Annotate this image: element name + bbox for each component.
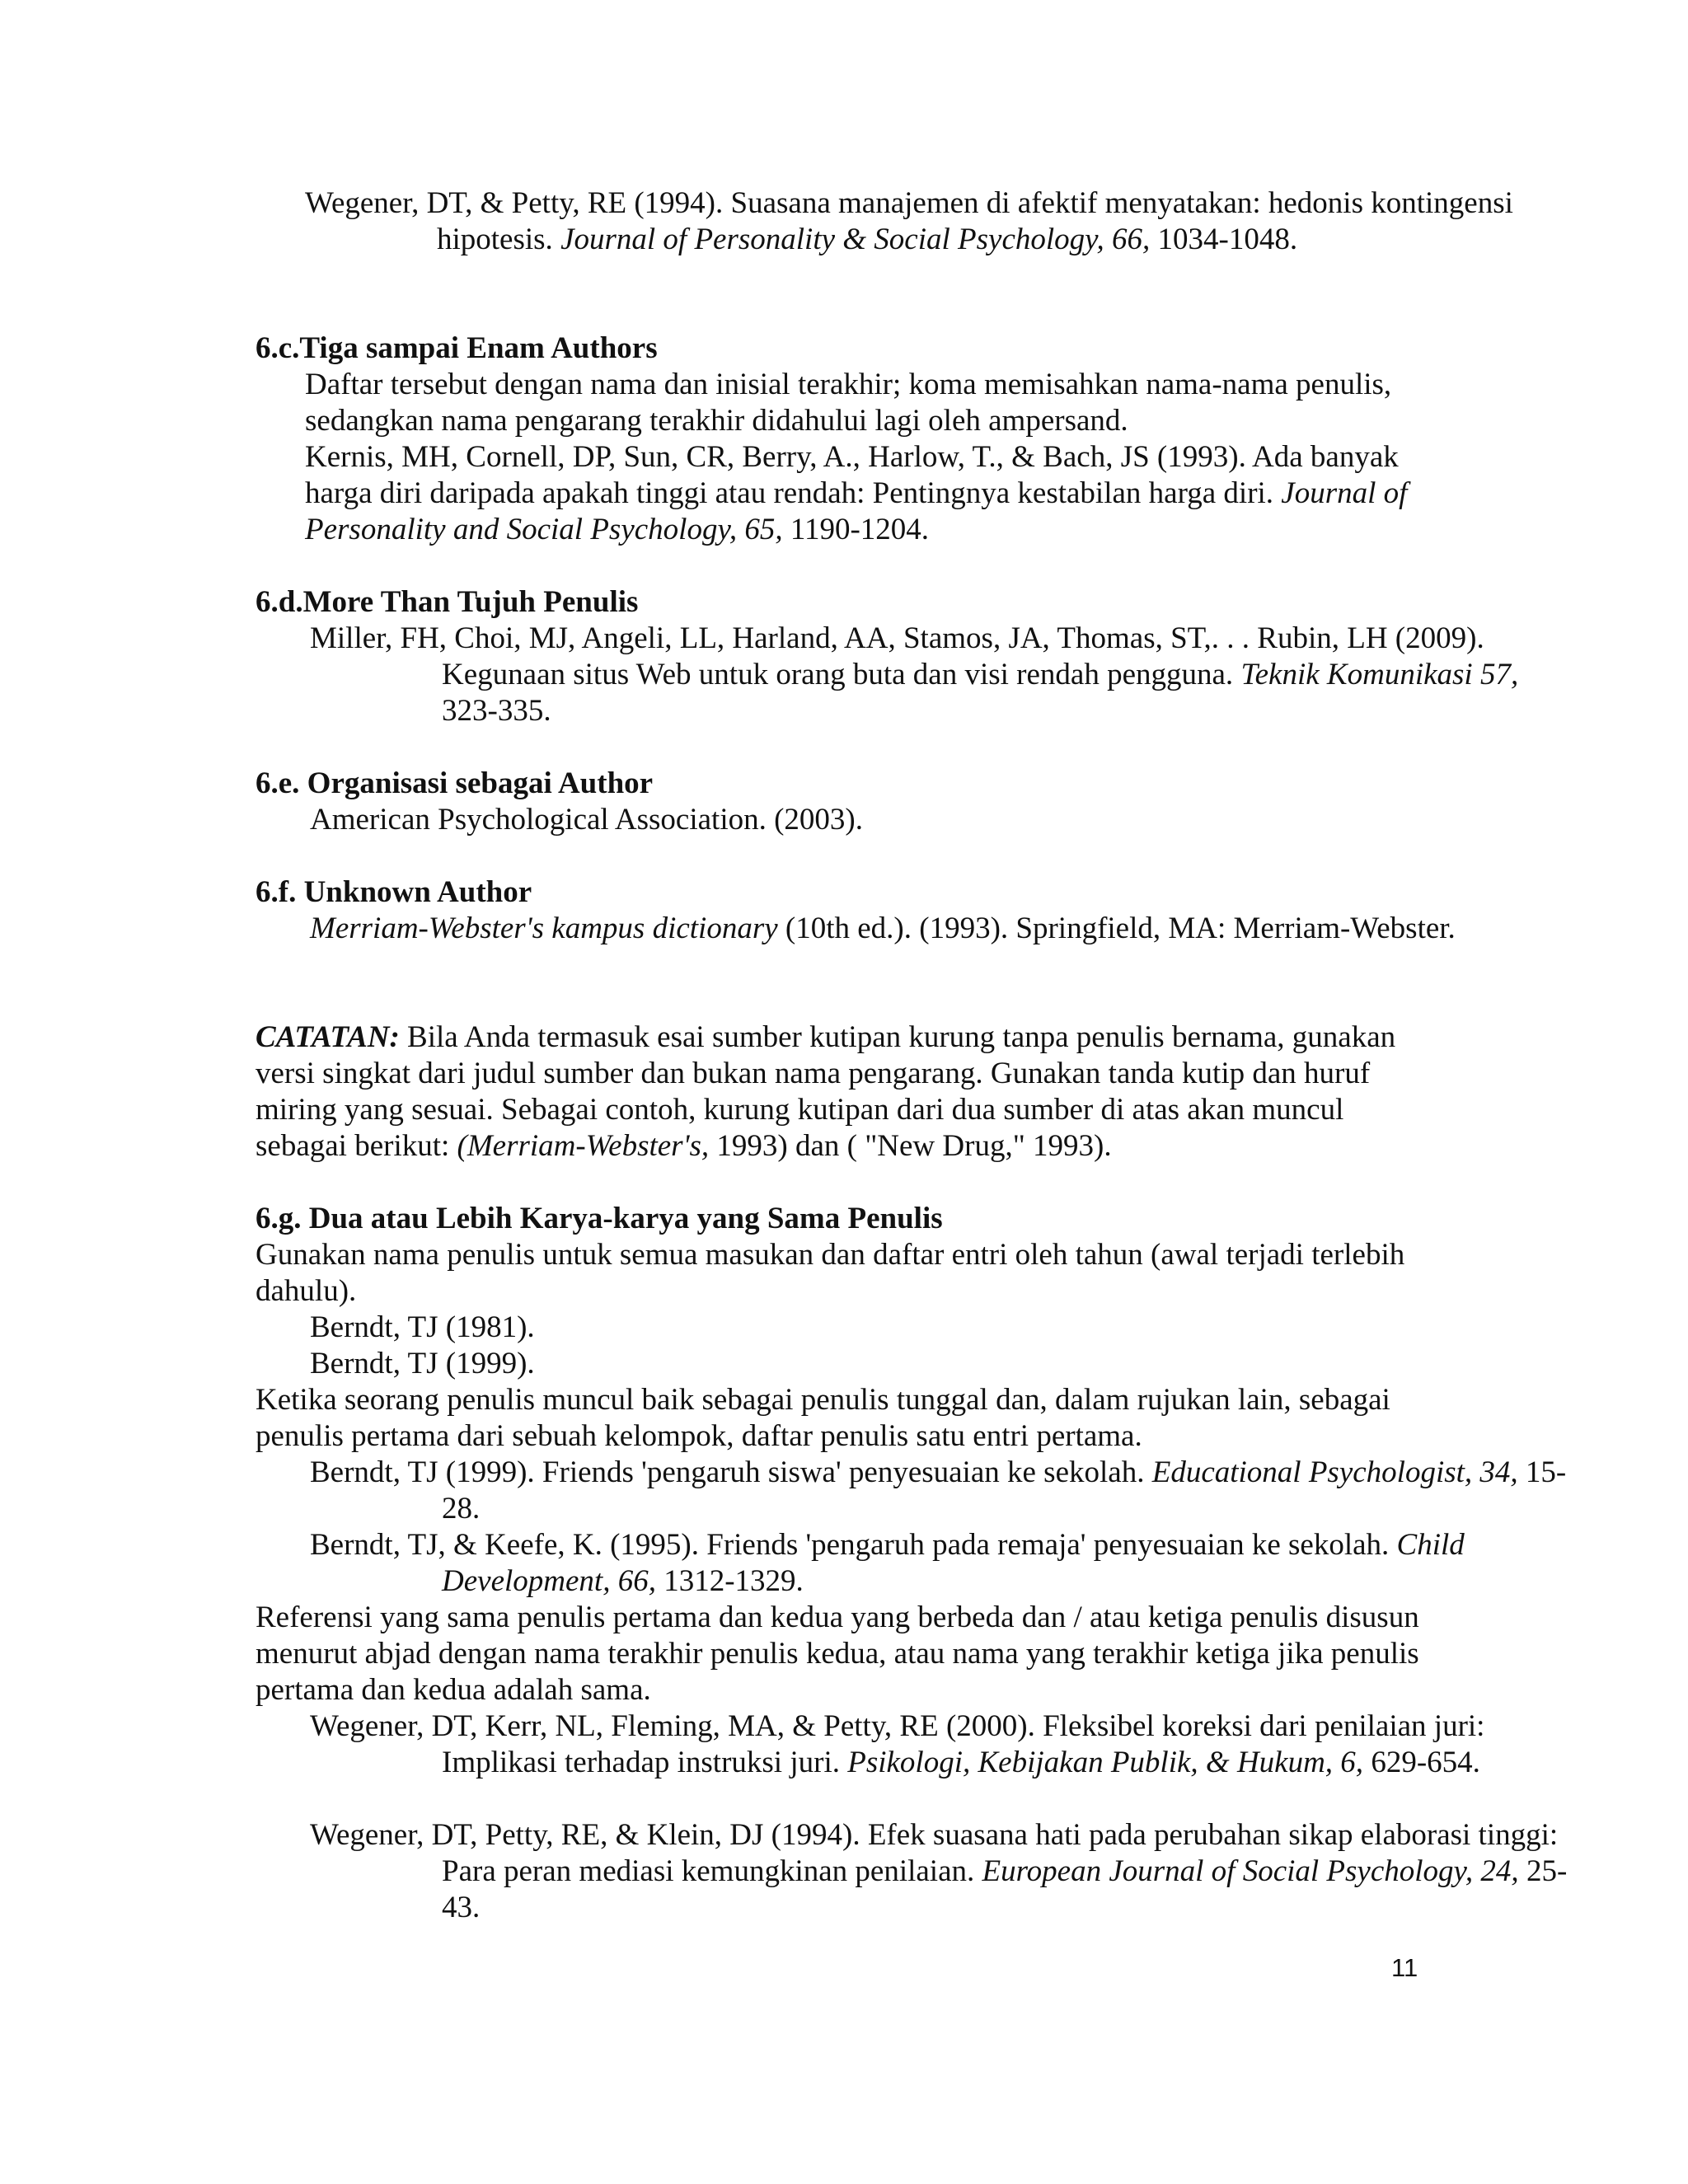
reference-text: Wegener, DT, Petty, RE, & Klein, DJ (1994). Efek suasana hati pada perubahan sikap elaborasi tinggi: Para peran mediasi kemungkinan penilaian.	[310, 1818, 1559, 1888]
reference-entry	[310, 621, 1574, 729]
section-heading-6c: 6.c.Tiga sampai Enam Authors	[256, 331, 658, 365]
journal-title: Psikologi, Kebijakan Publik, & Hukum, 6,	[847, 1746, 1364, 1779]
reference-entry: Berndt, TJ (1981).	[310, 1310, 535, 1344]
reference-text: (10th ed.). (1993). Springfield, MA: Merriam-Webster.	[777, 912, 1456, 945]
paragraph: Referensi yang sama penulis pertama dan kedua yang berbeda dan / atau ketiga penulis disusun menurut abjad dengan nama terakhir penulis kedua, atau nama yang terakhir ketiga jika penulis pertama dan kedua adalah sama.	[256, 1601, 1419, 1707]
reference-pages: 323-335.	[442, 694, 551, 728]
reference-text: Kernis, MH, Cornell, DP, Sun, CR, Berry, A., Harlow, T., & Bach, JS (1993). Ada banyak harga diri daripada apakah tinggi atau rendah: Pentingnya kestabilan harga diri.	[305, 440, 1399, 510]
reference-pages: 1312-1329.	[655, 1564, 804, 1598]
reference-entry: American Psychological Association. (2003).	[310, 803, 864, 837]
paragraph: Ketika seorang penulis muncul baik sebagai penulis tunggal dan, dalam rujukan lain, sebagai penulis pertama dari sebuah kelompok, daftar penulis satu entri pertama.	[256, 1383, 1390, 1453]
page-number: 11	[1391, 1953, 1418, 1982]
section-heading-6g: 6.g. Dua atau Lebih Karya-karya yang Sama Penulis	[256, 1202, 943, 1235]
section-heading-6f: 6.f. Unknown Author	[256, 875, 532, 909]
section-6c-body	[305, 367, 1442, 548]
note-example-title: (Merriam-Webster's,	[457, 1129, 710, 1163]
reference-text: Berndt, TJ (1999). Friends 'pengaruh siswa' penyesuaian ke sekolah.	[310, 1455, 1152, 1489]
reference-text: Wegener, DT, & Petty, RE (1994). Suasana manajemen di afektif menyatakan: hedonis kontingensi hipotesis.	[305, 186, 1513, 256]
reference-entry	[310, 911, 1574, 947]
reference-entry	[310, 1527, 1574, 1600]
note-text-end: 1993) dan ( "New Drug," 1993).	[709, 1129, 1112, 1163]
reference-text: Berndt, TJ, & Keefe, K. (1995). Friends 'pengaruh pada remaja' penyesuaian ke sekolah.	[310, 1528, 1397, 1562]
reference-pages: 25-43.	[442, 1854, 1568, 1924]
reference-pages: 629-654.	[1363, 1746, 1480, 1779]
journal-title: Educational Psychologist, 34,	[1151, 1455, 1518, 1489]
reference-pages: 1034-1048.	[1150, 223, 1298, 256]
journal-title: Journal of Personality & Social Psychology, 66,	[560, 223, 1151, 256]
reference-pages: 1190-1204.	[782, 513, 930, 546]
reference-entry	[310, 1455, 1574, 1527]
journal-title: European Journal of Social Psychology, 24,	[982, 1854, 1519, 1888]
paragraph: Daftar tersebut dengan nama dan inisial terakhir; koma memisahkan nama-nama penulis, sedangkan nama pengarang terakhir didahului lagi oleh ampersand.	[305, 368, 1392, 438]
reference-text: Miller, FH, Choi, MJ, Angeli, LL, Harland, AA, Stamos, JA, Thomas, ST,. . . Rubin, LH (2009). Kegunaan situs Web untuk orang buta dan visi rendah pengguna.	[310, 621, 1484, 691]
reference-entry: Berndt, TJ (1999).	[310, 1347, 535, 1380]
journal-title: Teknik Komunikasi 57,	[1240, 658, 1519, 691]
reference-entry	[310, 1817, 1574, 1926]
journal-title: Child Development, 66,	[442, 1528, 1465, 1598]
note-paragraph	[256, 1019, 1442, 1165]
paragraph: Gunakan nama penulis untuk semua masukan dan daftar entri oleh tahun (awal terjadi terlebih dahulu).	[256, 1238, 1405, 1308]
reference-entry	[305, 185, 1574, 258]
reference-title: Merriam-Webster's kampus dictionary	[310, 912, 778, 945]
section-heading-6e: 6.e. Organisasi sebagai Author	[256, 766, 654, 800]
section-heading-6d: 6.d.More Than Tujuh Penulis	[256, 585, 639, 619]
journal-title: Journal of Personality and Social Psychology, 65,	[305, 476, 1408, 546]
note-label: CATATAN:	[256, 1020, 400, 1054]
reference-pages: 15-28.	[442, 1455, 1567, 1526]
note-text: Bila Anda termasuk esai sumber kutipan kurung tanpa penulis bernama, gunakan versi singkat dari judul sumber dan bukan nama pengarang. Gunakan tanda kutip dan huruf miring yang sesuai. Sebagai contoh, kurung kutipan dari dua sumber di atas akan muncul sebagai berikut:	[256, 1020, 1396, 1163]
reference-entry	[310, 1708, 1574, 1781]
reference-text: Wegener, DT, Kerr, NL, Fleming, MA, & Petty, RE (2000). Fleksibel koreksi dari penilaian juri: Implikasi terhadap instruksi juri.	[310, 1709, 1485, 1779]
